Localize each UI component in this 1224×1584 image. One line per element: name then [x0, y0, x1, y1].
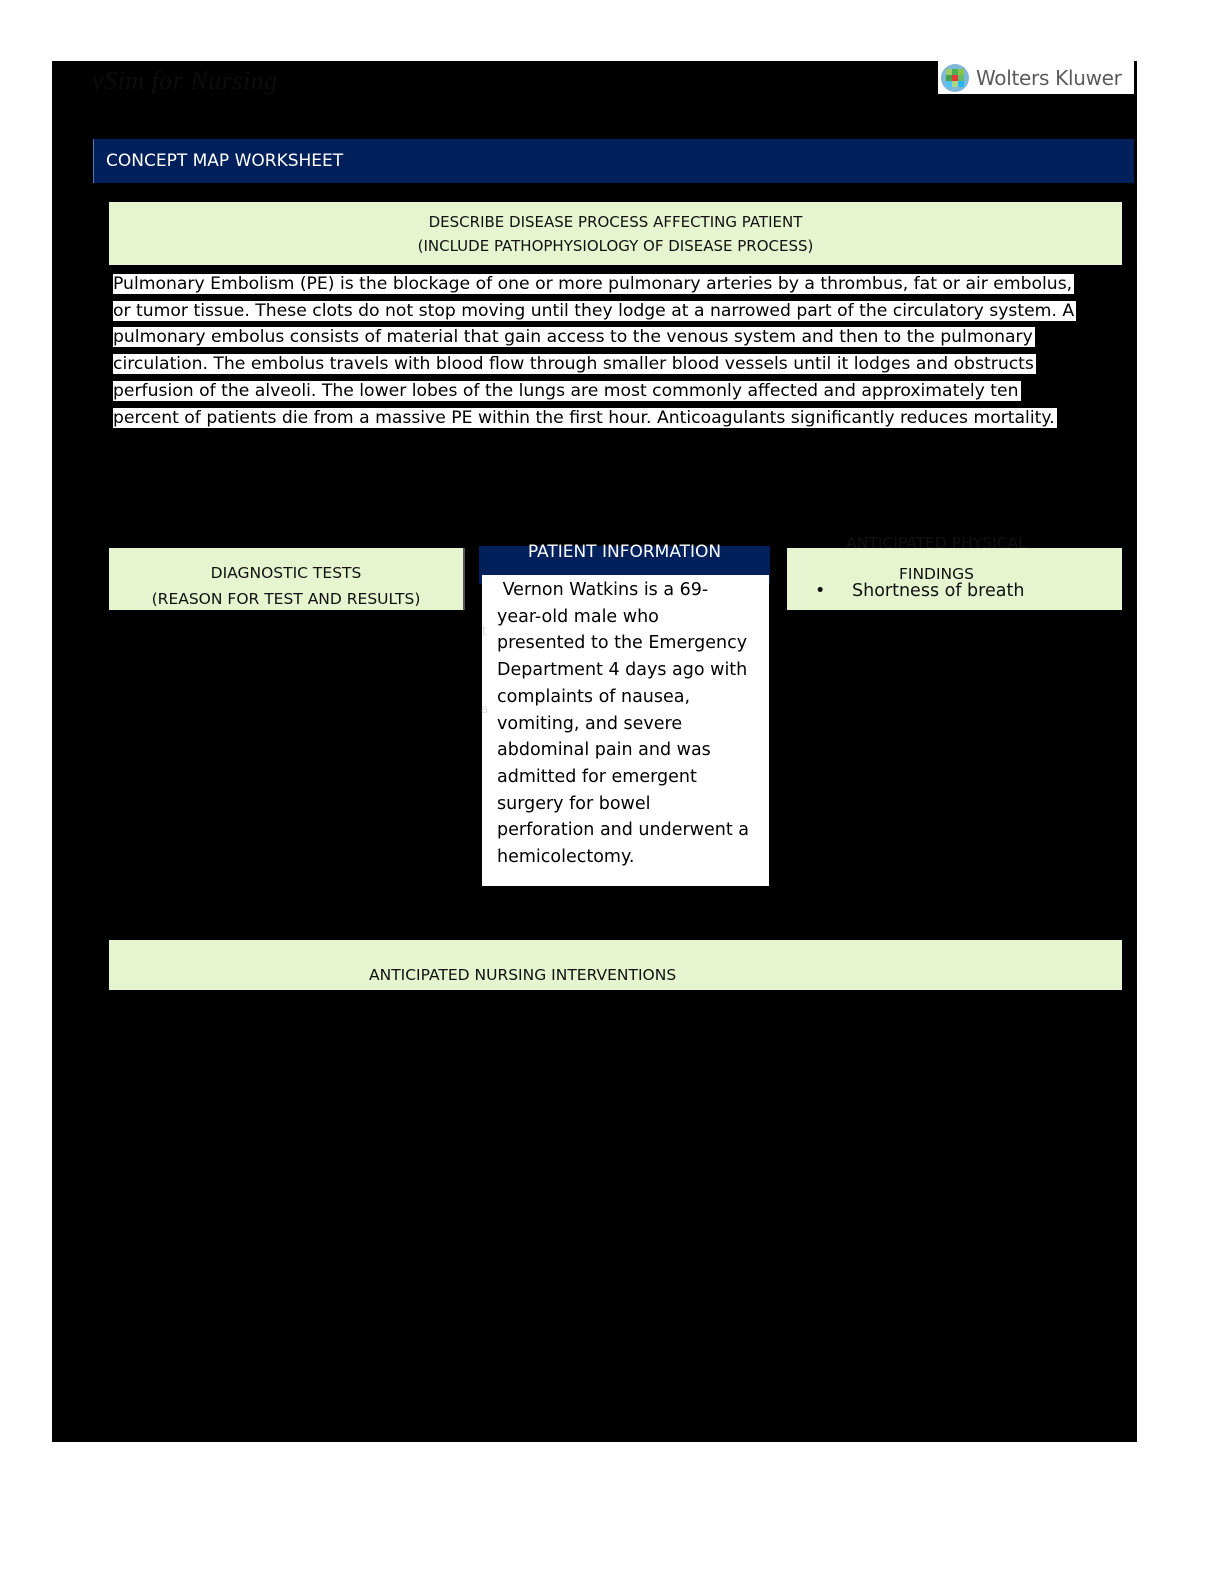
bullet-icon: •: [815, 581, 826, 601]
patient-text-line: complaints of nausea,: [497, 686, 691, 707]
physical-heading-line-1: ANTICIPATED PHYSICAL: [846, 534, 1027, 552]
patient-heading-label: PATIENT INFORMATION: [527, 542, 722, 562]
disease-text-line: circulation. The embolus travels with blood flow through smaller blood vessels until it lodges and obstructs: [113, 354, 1034, 375]
disease-heading-line-2: (INCLUDE PATHOPHYSIOLOGY OF DISEASE PROCESS): [417, 237, 814, 255]
patient-text-line: Vernon Watkins is a 69-: [497, 580, 709, 600]
patient-text-line: vomiting, and severe: [497, 713, 683, 734]
nursing-interventions-heading: [109, 940, 1122, 990]
disease-process-heading: [109, 202, 1122, 265]
diagnostic-heading-line-2: (REASON FOR TEST AND RESULTS): [151, 590, 421, 608]
patient-text-line: year-old male who: [497, 606, 659, 627]
physical-findings-heading: [787, 534, 1122, 610]
disease-process-text: [113, 271, 1113, 431]
patient-information-text: [482, 575, 769, 886]
patient-text-line: admitted for emergent: [497, 766, 697, 787]
wolters-kluwer-logo-icon: [940, 63, 970, 93]
concept-map-banner: [93, 139, 1134, 183]
patient-text-line: surgery for bowel: [497, 793, 651, 814]
physical-finding-item: [815, 581, 1024, 601]
brand-title: vSim for Nursing: [92, 66, 278, 95]
disease-text-line: percent of patients die from a massive PE within the first hour. Anticoagulants significantly reduces mortality.: [113, 407, 1055, 428]
stray-glyph: t: [482, 624, 487, 638]
patient-text-line: perforation and underwent a: [497, 820, 749, 841]
patient-text-line: Department 4 days ago with: [497, 660, 748, 681]
stray-glyph: a: [481, 702, 489, 716]
disease-text-line: perfusion of the alveoli. The lower lobes of the lungs are most commonly affected and approximately ten: [113, 380, 1019, 401]
disease-text-line: Pulmonary Embolism (PE) is the blockage of one or more pulmonary arteries by a thrombus, fat or air embolus,: [113, 274, 1073, 294]
diagnostic-tests-heading: [109, 548, 465, 610]
patient-text-line: abdominal pain and was: [497, 740, 711, 761]
diagnostic-heading-line-1: DIAGNOSTIC TESTS: [210, 564, 362, 582]
disease-heading-line-1: DESCRIBE DISEASE PROCESS AFFECTING PATIENT: [428, 213, 803, 231]
disease-text-line: or tumor tissue. These clots do not stop moving until they lodge at a narrowed part of the circulatory system. A: [113, 300, 1075, 321]
disease-text-line: pulmonary embolus consists of material that gain access to the venous system and then to the pulmonary: [113, 327, 1033, 348]
logo-text: Wolters Kluwer: [976, 65, 1122, 90]
physical-finding-text: Shortness of breath: [852, 581, 1025, 601]
wolters-kluwer-logo: [938, 61, 1134, 94]
patient-text-line: hemicolectomy.: [497, 847, 635, 868]
nursing-heading-label: ANTICIPATED NURSING INTERVENTIONS: [369, 966, 677, 984]
physical-heading-line-2: FINDINGS: [898, 565, 975, 583]
patient-text-line: presented to the Emergency: [497, 633, 748, 654]
banner-title: CONCEPT MAP WORKSHEET: [106, 151, 344, 171]
